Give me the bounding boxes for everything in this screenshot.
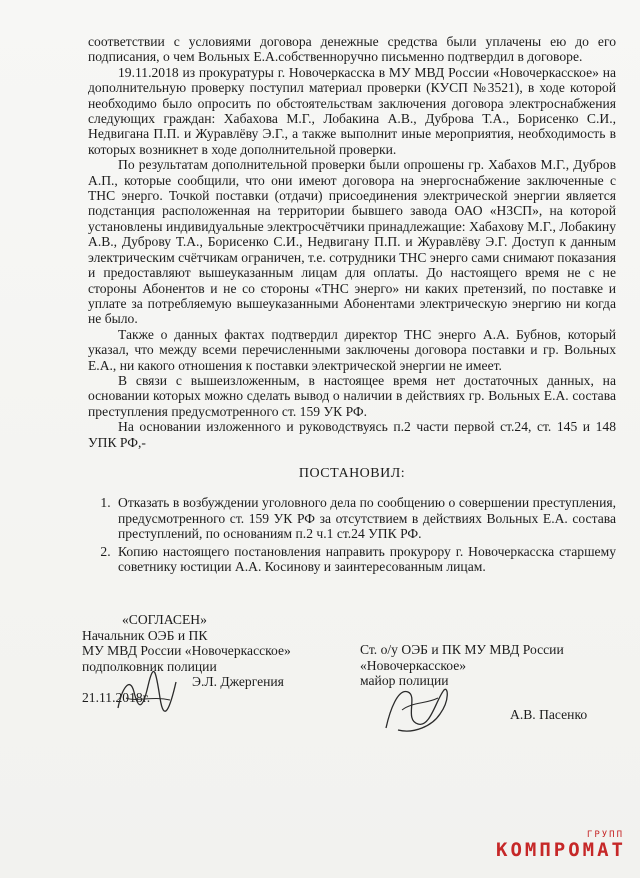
- watermark-suffix: ГРУПП: [586, 830, 624, 840]
- approval-block: [82, 612, 342, 706]
- author-name: А.В. Пасенко: [510, 706, 588, 722]
- approval-date: 21.11.2018г.: [82, 689, 151, 705]
- paragraph: На основании изложенного и руководствуясь п.2 части первой ст.24, ст. 145 и 148 УПК РФ,-: [88, 419, 616, 450]
- paragraph: В связи с вышеизложенным, в настоящее время нет достаточных данных, на основании которых можно сделать вывод о наличии в действиях гр. Вольных Е.А. состава преступления предусмотренного ст. 159 УК РФ.: [88, 372, 616, 419]
- watermark: [496, 830, 626, 861]
- paragraph: 19.11.2018 из прокуратуры г. Новочеркасска в МУ МВД России «Новочеркасское» на дополнительную проверку поступил материал проверки (КУСП №3521), в ходе которой необходимо было опросить по обстоятельствам заключения договора электроснабжения следующих граждан: Хабахова М.Г., Лобакина А.В., Дуброва Т.А., Борисенко С.И., Недвигана П.П. и Журавлёву Э.Г., а также выполнит иные мероприятия, необходимость в которых возникнет в ходе дополнительной проверки.: [88, 64, 616, 157]
- paragraph: Также о данных фактах подтвердил директор ТНС энерго А.А. Бубнов, который указал, что между всеми перечисленными заключены договора поставки и гр. Вольных Е.А., ни какого отношения к поставки электрической энергии не имеет.: [88, 326, 616, 373]
- paragraph: По результатам дополнительной проверки были опрошены гр. Хабахов М.Г., Дубров А.П., которые сообщили, что они имеют договора на энергоснабжение заключенные с ТНС энерго. Точкой поставки (отдачи) присоединения электрической энергии является подстанция расположенная на территории бывшего завода ОАО «НЗСП», на которой установлены индивидуальные электросчётчики принадлежащие: Хабахову М.Г., Лобакину А.В., Дуброву Т.А., Борисенко С.И., Недвигану П.П. и Журавлёву Э.Г. Доступ к данным электрическим счётчикам ограничен, т.е. сотрудники ТНС энерго сами снимают показания и предоставляют вышеуказанным лицам для оплаты. До настоящего время не с не стороны Абонентов и не со стороны «ТНС энерго» ни каких претензий, по поставке и уплате за потребляемую вышеуказанными Абонентами электрическую энергию ни когда не было.: [88, 157, 616, 327]
- document-body: [88, 34, 616, 576]
- approval-rank: подполковник полиции: [82, 658, 217, 674]
- author-block: [360, 642, 620, 722]
- watermark-brand: КОМПРОМАТ: [496, 839, 626, 861]
- approval-name: Э.Л. Джергения: [192, 674, 284, 690]
- resolution-heading: ПОСТАНОВИЛ:: [298, 465, 406, 481]
- author-rank: майор полиции: [360, 673, 449, 689]
- paragraph: соответствии с условиями договора денежные средства были уплачены ею до его подписания, о чем Вольных Е.А.собственноручно письменно подтвердил в договоре.: [88, 34, 616, 65]
- approval-agreed: «СОГЛАСЕН»: [122, 612, 207, 627]
- approval-department: МУ МВД России «Новочеркасское»: [82, 643, 291, 659]
- approval-position: Начальник ОЭБ и ПК: [82, 627, 208, 643]
- author-department: «Новочеркасское»: [360, 657, 467, 673]
- decision-item: 1. Отказать в возбуждении уголовного дела по сообщению о совершении преступления, предусмотренного ст. 159 УК РФ за отсутствием в действиях Вольных Е.А. состава преступлений, по основаниям п.2 ч.1 ст.24 УПК РФ.: [114, 495, 616, 541]
- decision-item: 2. Копию настоящего постановления направить прокурору г. Новочеркасска старшему советнику юстиции А.А. Косинову и заинтересованным лицам.: [114, 544, 616, 575]
- decision-list: [88, 495, 616, 574]
- author-position: Ст. о/у ОЭБ и ПК МУ МВД России: [360, 642, 564, 657]
